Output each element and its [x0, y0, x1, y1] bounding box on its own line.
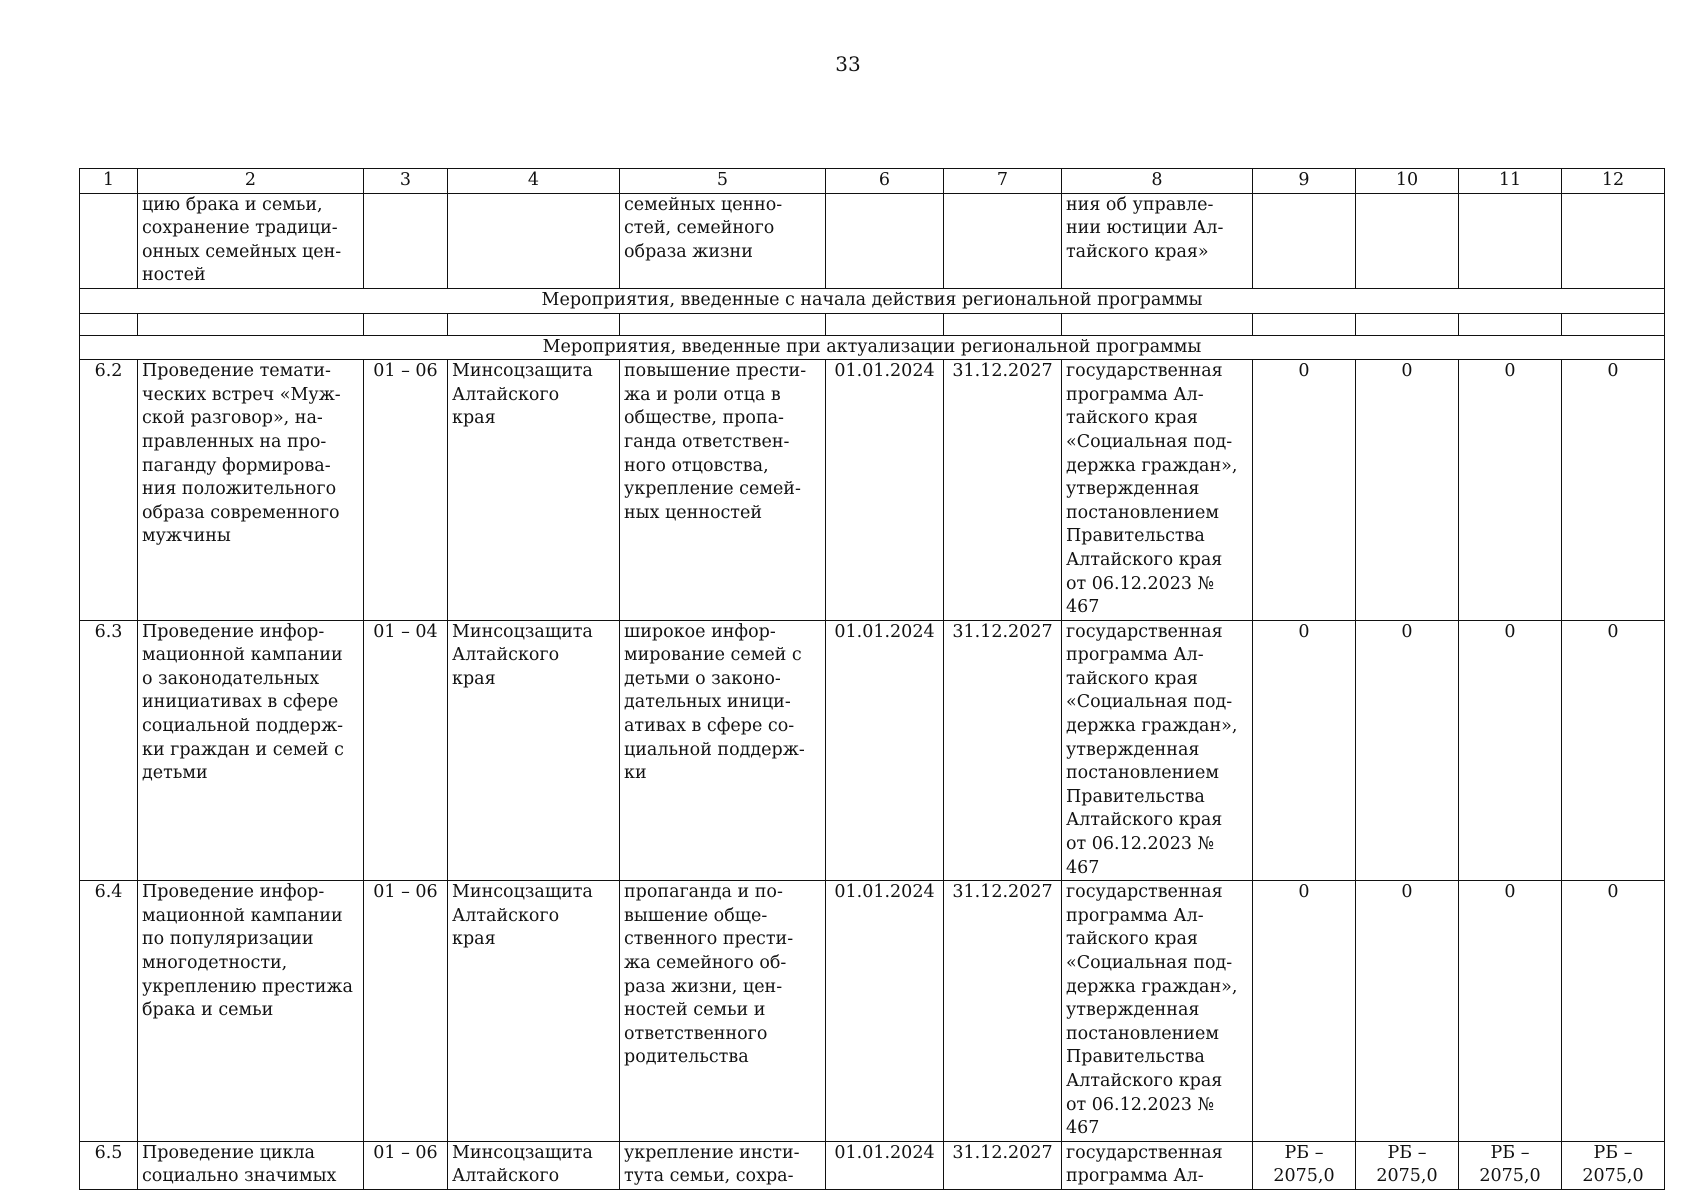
column-number: 10 — [1356, 169, 1459, 194]
event-result: широкое инфор- мирование семей с детьми о законо- дательных иници- ативах в сфере со- циальной поддерж- ки — [620, 620, 826, 881]
continuation-event: цию брака и семьи, сохранение традици- онных семейных цен- ностей — [138, 193, 364, 288]
column-number: 4 — [448, 169, 620, 194]
event-period: 01 – 06 — [364, 360, 448, 621]
event-name: Проведение инфор- мационной кампании по популяризации многодетности, укреплению престижа брака и семьи — [138, 881, 364, 1142]
start-date: 01.01.2024 — [826, 881, 944, 1142]
event-name: Проведение инфор- мационной кампании о законодательных инициативах в сфере социальной поддерж- ки граждан и семей с детьми — [138, 620, 364, 881]
funding-program: государственная программа Ал- тайского края «Социальная под- держка граждан», утвержденная постановлением Правительства Алтайского края от 06.12.2023 № 467 — [1062, 360, 1253, 621]
event-result: укрепление инсти- тута семьи, сохра- — [620, 1141, 826, 1189]
column-number: 1 — [80, 169, 138, 194]
row-number: 6.2 — [80, 360, 138, 621]
funding-value: 0 — [1253, 881, 1356, 1142]
funding-value: 0 — [1562, 620, 1665, 881]
column-number: 8 — [1062, 169, 1253, 194]
funding-value: 0 — [1253, 360, 1356, 621]
continuation-row — [80, 193, 1665, 288]
continuation-program: ния об управле- нии юстиции Ал- тайского края» — [1062, 193, 1253, 288]
row-number: 6.3 — [80, 620, 138, 881]
column-number: 9 — [1253, 169, 1356, 194]
funding-value: РБ – 2075,0 — [1459, 1141, 1562, 1189]
event-period: 01 – 04 — [364, 620, 448, 881]
funding-value: 0 — [1459, 881, 1562, 1142]
column-number: 3 — [364, 169, 448, 194]
funding-value: 0 — [1459, 620, 1562, 881]
event-period: 01 – 06 — [364, 881, 448, 1142]
start-date: 01.01.2024 — [826, 1141, 944, 1189]
event-name: Проведение темати- ческих встреч «Муж- ской разговор», на- правленных на про- паганду формирова- ния положительного образа современного мужчины — [138, 360, 364, 621]
section-title: Мероприятия, введенные с начала действия региональной программы — [80, 288, 1665, 313]
column-number: 5 — [620, 169, 826, 194]
funding-value: 0 — [1562, 360, 1665, 621]
start-date: 01.01.2024 — [826, 620, 944, 881]
section-row-updated — [80, 335, 1665, 360]
event-result: повышение прести- жа и роли отца в обществе, пропа- ганда ответствен- ного отцовства, укрепление семей- ных ценностей — [620, 360, 826, 621]
funding-value: РБ – 2075,0 — [1562, 1141, 1665, 1189]
event-row — [80, 360, 1665, 621]
column-number: 2 — [138, 169, 364, 194]
funding-value: 0 — [1356, 620, 1459, 881]
empty-row — [80, 313, 1665, 335]
event-row — [80, 620, 1665, 881]
column-number: 12 — [1562, 169, 1665, 194]
end-date: 31.12.2027 — [944, 620, 1062, 881]
funding-value: 0 — [1459, 360, 1562, 621]
column-number: 6 — [826, 169, 944, 194]
column-number: 11 — [1459, 169, 1562, 194]
event-row — [80, 881, 1665, 1142]
funding-value: 0 — [1356, 360, 1459, 621]
section-title: Мероприятия, введенные при актуализации региональной программы — [80, 335, 1665, 360]
column-numbers-row — [80, 169, 1665, 194]
end-date: 31.12.2027 — [944, 881, 1062, 1142]
event-executor: Минсоцзащита Алтайского края — [448, 620, 620, 881]
funding-value: 0 — [1562, 881, 1665, 1142]
funding-program: государственная программа Ал- тайского края «Социальная под- держка граждан», утвержденная постановлением Правительства Алтайского края от 06.12.2023 № 467 — [1062, 620, 1253, 881]
page-number: 33 — [835, 52, 861, 76]
event-executor: Минсоцзащита Алтайского края — [448, 881, 620, 1142]
event-name: Проведение цикла социально значимых — [138, 1141, 364, 1189]
funding-program: государственная программа Ал- — [1062, 1141, 1253, 1189]
funding-program: государственная программа Ал- тайского края «Социальная под- держка граждан», утвержденная постановлением Правительства Алтайского края от 06.12.2023 № 467 — [1062, 881, 1253, 1142]
funding-value: 0 — [1253, 620, 1356, 881]
event-executor: Минсоцзащита Алтайского — [448, 1141, 620, 1189]
event-executor: Минсоцзащита Алтайского края — [448, 360, 620, 621]
end-date: 31.12.2027 — [944, 360, 1062, 621]
row-number: 6.4 — [80, 881, 138, 1142]
funding-value: 0 — [1356, 881, 1459, 1142]
column-number: 7 — [944, 169, 1062, 194]
end-date: 31.12.2027 — [944, 1141, 1062, 1189]
funding-value: РБ – 2075,0 — [1253, 1141, 1356, 1189]
funding-value: РБ – 2075,0 — [1356, 1141, 1459, 1189]
event-period: 01 – 06 — [364, 1141, 448, 1189]
section-row-initial — [80, 288, 1665, 313]
start-date: 01.01.2024 — [826, 360, 944, 621]
event-result: пропаганда и по- вышение обще- ственного прести- жа семейного об- раза жизни, цен- ностей семьи и ответственного родительства — [620, 881, 826, 1142]
event-row — [80, 1141, 1665, 1189]
events-table — [79, 168, 1665, 1190]
continuation-result: семейных ценно- стей, семейного образа жизни — [620, 193, 826, 288]
row-number: 6.5 — [80, 1141, 138, 1189]
